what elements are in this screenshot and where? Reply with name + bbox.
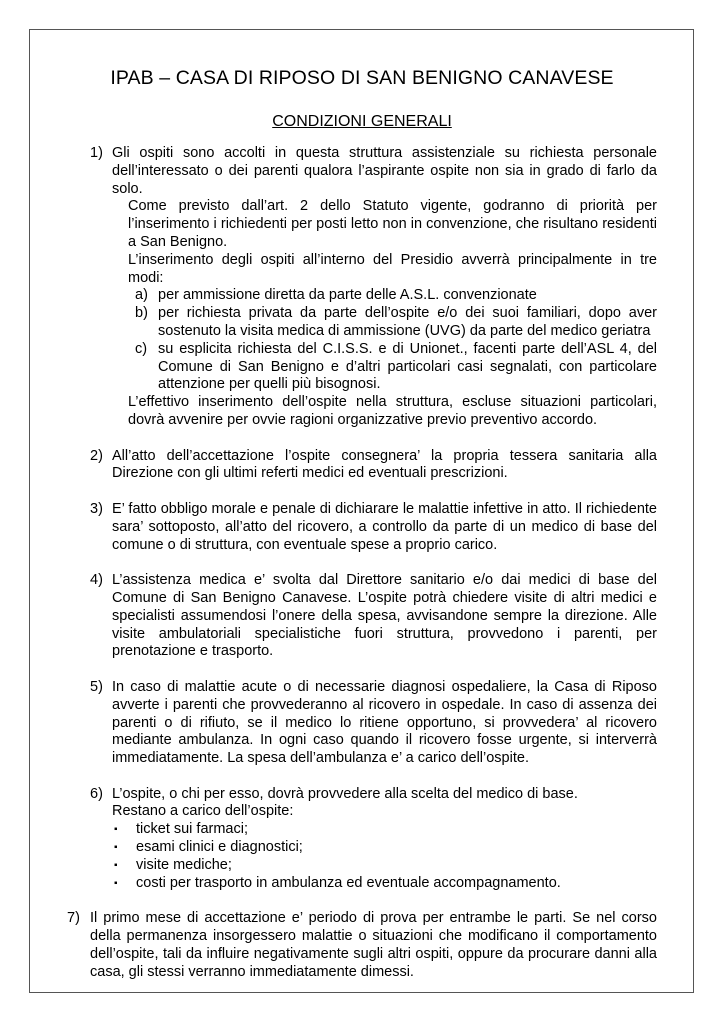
sub-item-text: su esplicita richiesta del C.I.S.S. e di Unionet., facenti parte dell’ASL 4, del Comune di San Benigno e d’altri particolari casi segnalati, con particolare attenzione per quelli più bisognosi. bbox=[158, 340, 657, 393]
sub-item-letter: a) bbox=[135, 287, 148, 304]
condition-item-5 bbox=[65, 679, 657, 768]
bullet-marker: ▪ bbox=[114, 877, 118, 889]
item-text: Gli ospiti sono accolti in questa struttura assistenziale su richiesta personale dell’interessato o dei parenti qualora l’aspirante ospite non sia in grado di farlo da solo. bbox=[112, 145, 657, 197]
item-text: L’ospite, o chi per esso, dovrà provvedere alla scelta del medico di base. bbox=[112, 785, 578, 802]
item-number: 5) bbox=[90, 678, 103, 695]
item-text: E’ fatto obbligo morale e penale di dichiarare le malattie infettive in atto. Il richiedente sara’ sottoposto, all’atto del ricovero, a controllo da parte di un medico di base del comune o di struttura, con eventuale spese a proprio carico. bbox=[112, 500, 657, 553]
bullet-item bbox=[112, 821, 657, 839]
item-number: 7) bbox=[67, 910, 80, 927]
bullet-text: visite mediche; bbox=[136, 856, 232, 873]
item-number: 3) bbox=[90, 500, 103, 517]
condition-item-7 bbox=[65, 910, 657, 981]
sub-item-c bbox=[112, 341, 657, 394]
item-text: In caso di malattie acute o di necessarie diagnosi ospedaliere, la Casa di Riposo avverte i parenti che provvederanno al ricovero in ospedale. In caso di assenza dei parenti o di rifiuto, se il medico lo ritiene opportuno, si provvedera’ al ricovero mediante ambulanza. In ogni caso quando il ricovero fosse urgente, si interverrà immediatamente. La spesa dell’ambulanza e’ a carico dell’ospite. bbox=[112, 678, 657, 767]
condition-item-1 bbox=[65, 145, 657, 430]
sub-item-text: per richiesta privata da parte dell’ospite e/o dei suoi familiari, dopo aver sostenuto la visita medica di ammissione (UVG) da parte del medico geriatra bbox=[158, 305, 657, 339]
item-text: L’assistenza medica e’ svolta dal Direttore sanitario e/o dai medici di base del Comune di San Benigno Canavese. L’ospite potrà chiedere visite di altri medici e specialisti assumendosi l’onere della spesa, avvisandone sempre la direzione. Alle visite ambulatoriali specialistiche fuori struttura, provvedono i parenti, per prenotazione e trasporto. bbox=[112, 572, 657, 660]
bullet-item bbox=[112, 839, 657, 857]
bullet-item bbox=[112, 875, 657, 893]
condition-item-4 bbox=[65, 572, 657, 661]
item-paragraph: L’effettivo inserimento dell’ospite nella struttura, escluse situazioni particolari, dovrà avvenire per ovvie ragioni organizzative previo preventivo accordo. bbox=[128, 394, 657, 428]
item-number: 1) bbox=[90, 145, 103, 161]
item-number: 2) bbox=[90, 447, 103, 464]
item-text: All’atto dell’accettazione l’ospite consegnera’ la propria tessera sanitaria alla Direzione con gli ultimi referti medici ed eventuali prescrizioni. bbox=[112, 447, 657, 482]
item-text: Il primo mese di accettazione e’ periodo di prova per entrambe le parti. Se nel corso della permanenza insorgessero malattie o situazioni che modificano il comportamento dell’ospite, tali da influire negativamente sugli altri ospiti, oppure da procurare danni alla casa, gli stessi verranno immediatamente dimessi. bbox=[90, 910, 657, 980]
conditions-list bbox=[65, 145, 657, 981]
bullet-marker: ▪ bbox=[114, 842, 118, 854]
bullet-text: costi per trasporto in ambulanza ed eventuale accompagnamento. bbox=[136, 874, 561, 891]
item-paragraph: Restano a carico dell’ospite: bbox=[112, 803, 294, 820]
sub-item-b bbox=[112, 305, 657, 341]
item-paragraph: Come previsto dall’art. 2 dello Statuto vigente, godranno di priorità per l’inserimento i richiedenti per posti letto non in convenzione, che risultano residenti a San Benigno. bbox=[128, 198, 657, 250]
document-subtitle: CONDIZIONI GENERALI bbox=[272, 113, 452, 130]
condition-item-2 bbox=[65, 448, 657, 484]
bullet-text: ticket sui farmaci; bbox=[136, 821, 248, 838]
item-number: 4) bbox=[90, 572, 103, 589]
sub-item-letter: b) bbox=[135, 305, 148, 322]
bullet-item bbox=[112, 857, 657, 875]
sub-item-letter: c) bbox=[135, 340, 148, 357]
item-number: 6) bbox=[90, 785, 103, 802]
sub-item-a bbox=[112, 287, 657, 305]
condition-item-6 bbox=[65, 786, 657, 893]
bullet-marker: ▪ bbox=[114, 859, 118, 871]
bullet-text: esami clinici e diagnostici; bbox=[136, 839, 303, 856]
bullet-marker: ▪ bbox=[114, 824, 118, 836]
condition-item-3 bbox=[65, 501, 657, 554]
document-title: IPAB – CASA DI RIPOSO DI SAN BENIGNO CANAVESE bbox=[110, 67, 614, 89]
sub-item-text: per ammissione diretta da parte delle A.S.L. convenzionate bbox=[158, 287, 537, 304]
item-paragraph: L’inserimento degli ospiti all’interno del Presidio avverrà principalmente in tre modi: bbox=[128, 251, 657, 286]
